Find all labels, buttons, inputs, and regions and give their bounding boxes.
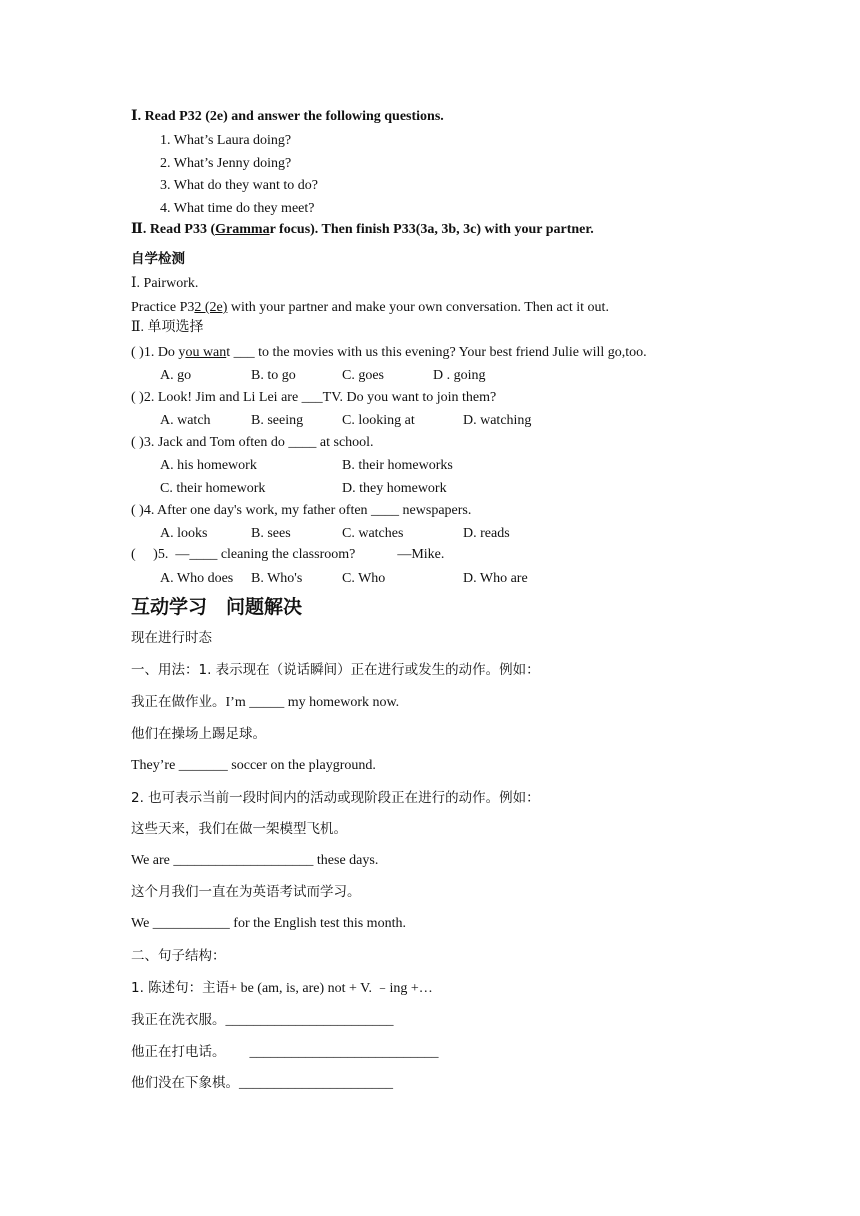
example-2-en: They’re _______ soccer on the playground. xyxy=(131,758,376,773)
self-test-heading: 自学检测 xyxy=(131,251,185,267)
practice-text-b: with your partner and make your own conversation. Then act it out. xyxy=(227,300,609,315)
task-1-heading xyxy=(131,108,444,126)
structure-heading: 二、句子结构： xyxy=(131,948,226,964)
question-4: 4. What time do they meet? xyxy=(160,201,315,216)
mc-heading: Ⅱ. 单项选择 xyxy=(131,320,204,335)
rule-en: + be (am, is, are) not + V. ﹣ing +… xyxy=(229,981,433,996)
example-en: I’m _____ my homework now. xyxy=(225,695,400,710)
option-c: C. Who xyxy=(342,571,386,586)
task-2-text-b: r focus). Then finish P33(3a, 3b, 3c) with your partner. xyxy=(269,222,594,237)
practice-text-a: Practice P3 xyxy=(131,300,195,315)
mc-question-5: ( )5. —____ cleaning the classroom? —Mike. xyxy=(131,547,445,562)
interactive-heading: 互动学习 问题解决 xyxy=(131,596,303,618)
task-2-underlined: Gramma xyxy=(215,222,270,237)
option-b: B. sees xyxy=(251,526,291,541)
option-b: B. seeing xyxy=(251,413,304,428)
answer-blank: ______________________ xyxy=(239,1076,393,1091)
stem-underlined: ou wan xyxy=(185,345,227,360)
option-d: D. Who are xyxy=(463,571,528,586)
mc-question-3: ( )3. Jack and Tom often do ____ at school. xyxy=(131,435,374,450)
question-3: 3. What do they want to do? xyxy=(160,178,318,193)
option-c: C. watches xyxy=(342,526,404,541)
translate-cn: 他们没在下象棋。 xyxy=(131,1075,239,1091)
option-b: B. their homeworks xyxy=(342,458,453,473)
rule-cn: 1. 陈述句：主语 xyxy=(131,980,230,996)
stem-part: ( )1. Do y xyxy=(131,345,186,360)
mc-question-2: ( )2. Look! Jim and Li Lei are ___TV. Do you want to join them? xyxy=(131,390,497,405)
option-a: A. Who does xyxy=(160,571,234,586)
option-a: A. his homework xyxy=(160,458,257,473)
option-d: D. watching xyxy=(463,413,532,428)
roman-numeral: Ⅱ xyxy=(131,222,143,237)
mc-question-4: ( )4. After one day's work, my father often ____ newspapers. xyxy=(131,503,472,518)
example-cn: 我正在做作业。 xyxy=(131,694,226,710)
example-4-cn: 这个月我们一直在为英语考试而学习。 xyxy=(131,884,361,900)
translate-2 xyxy=(131,1043,439,1062)
translate-cn: 他正在打电话。 xyxy=(131,1044,226,1060)
declarative-rule xyxy=(131,979,433,998)
option-c: C. looking at xyxy=(342,413,415,428)
option-b: B. to go xyxy=(251,368,296,383)
option-a: A. go xyxy=(160,368,192,383)
practice-underlined: 2 (2e) xyxy=(194,300,228,315)
usage-2: 2. 也可表示当前一段时间内的活动或现阶段正在进行的动作。例如： xyxy=(131,790,540,806)
task-2-text-a: . Read P33 ( xyxy=(142,222,216,237)
task-1-text: . Read P32 (2e) and answer the following questions. xyxy=(137,109,444,124)
mc-question-1 xyxy=(131,344,647,362)
option-a: A. looks xyxy=(160,526,208,541)
question-1: 1. What’s Laura doing? xyxy=(160,133,292,148)
task-2-heading xyxy=(131,221,594,239)
option-c: C. goes xyxy=(342,368,384,383)
topic-title: 现在进行时态 xyxy=(131,630,212,646)
option-a: A. watch xyxy=(160,413,211,428)
translate-cn: 我正在洗衣服。 xyxy=(131,1012,226,1028)
option-d: D. reads xyxy=(463,526,510,541)
answer-blank: ___________________________ xyxy=(249,1045,439,1060)
example-3-en: We are ____________________ these days. xyxy=(131,853,379,868)
pairwork-label: Ⅰ. Pairwork. xyxy=(131,276,199,291)
example-2-cn: 他们在操场上踢足球。 xyxy=(131,726,266,742)
practice-instruction xyxy=(131,299,609,317)
translate-1 xyxy=(131,1011,394,1030)
usage-1: 一、用法：1. 表示现在（说话瞬间）正在进行或发生的动作。例如： xyxy=(131,662,540,678)
example-4-en: We ___________ for the English test this month. xyxy=(131,916,406,931)
option-b: B. Who's xyxy=(251,571,303,586)
stem-part: t ___ to the movies with us this evening? Your best friend Julie will go,too. xyxy=(226,345,647,360)
question-2: 2. What’s Jenny doing? xyxy=(160,156,292,171)
example-1 xyxy=(131,693,399,712)
roman-numeral: Ⅰ xyxy=(131,109,138,124)
example-3-cn: 这些天来，我们在做一架模型飞机。 xyxy=(131,821,347,837)
option-c: C. their homework xyxy=(160,481,266,496)
option-d: D . going xyxy=(433,368,486,383)
option-d: D. they homework xyxy=(342,481,447,496)
translate-3 xyxy=(131,1074,393,1093)
answer-blank: ________________________ xyxy=(225,1013,394,1028)
